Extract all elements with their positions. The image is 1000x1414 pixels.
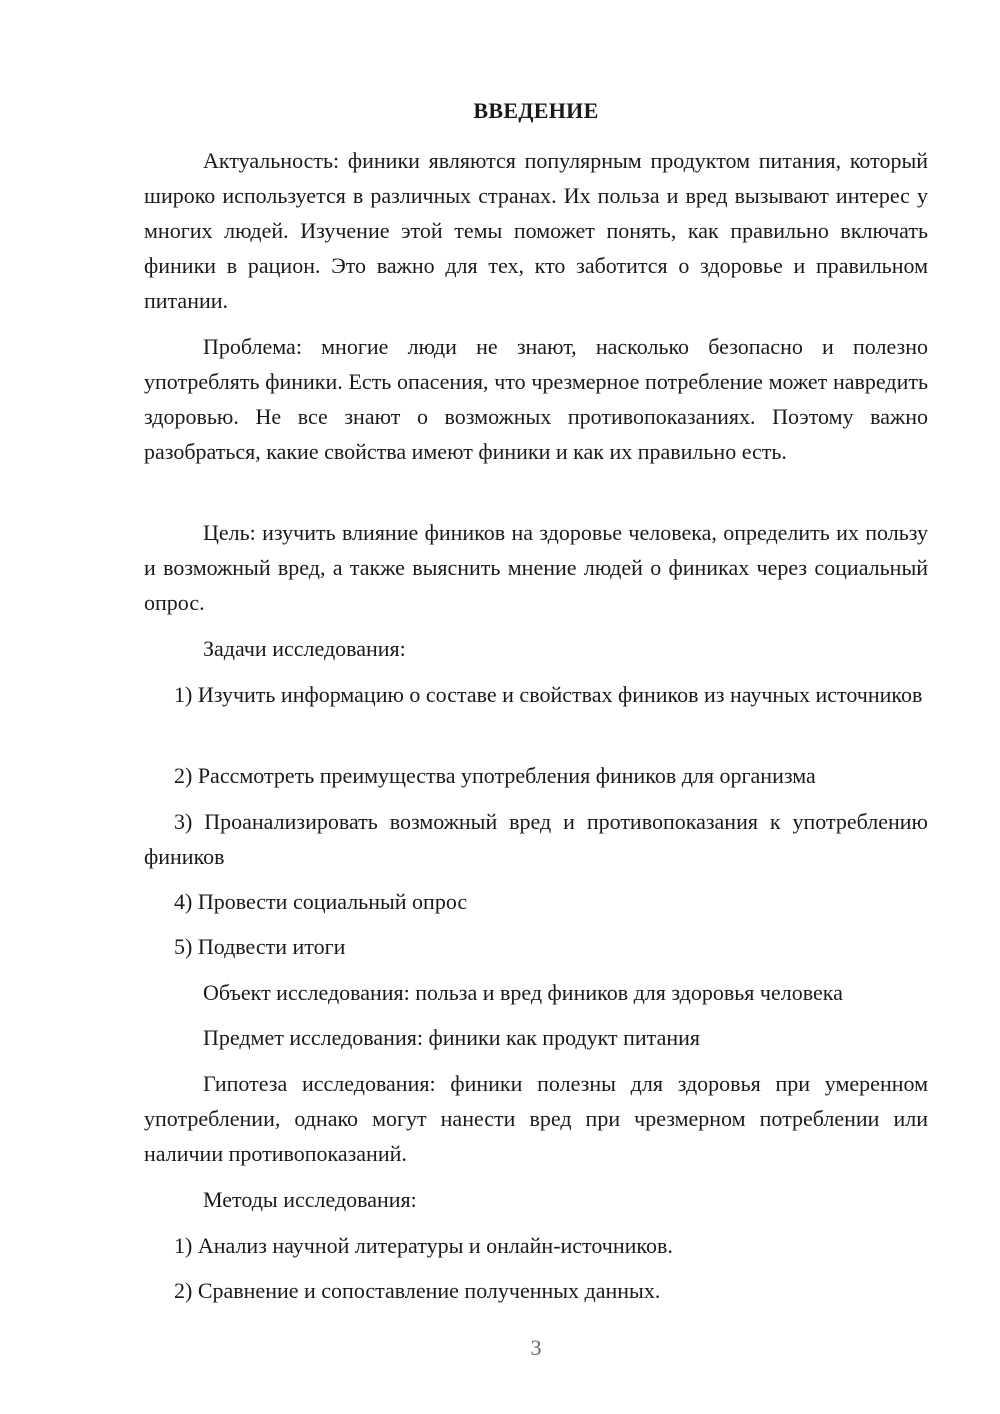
methods-heading: Методы исследования: [203, 1187, 417, 1212]
method-item-1: 1) Анализ научной литературы и онлайн-источников. [174, 1233, 673, 1258]
tasks-heading: Задачи исследования: [203, 636, 406, 661]
method-item-2: 2) Сравнение и сопоставление полученных данных. [174, 1278, 661, 1303]
paragraph-object: Объект исследования: польза и вред фиников для здоровья человека [203, 980, 843, 1005]
task-item-3: 3) Проанализировать возможный вред и противопоказания к употреблению фиников [144, 809, 928, 869]
task-item-2: 2) Рассмотреть преимущества употребления фиников для организма [174, 763, 816, 788]
paragraph-hypothesis: Гипотеза исследования: финики полезны для здоровья при умеренном употреблении, однако могут нанести вред при чрезмерном потреблении или наличии противопоказаний. [144, 1071, 928, 1166]
section-title: ВВЕДЕНИЕ [473, 98, 599, 123]
paragraph-subject: Предмет исследования: финики как продукт питания [203, 1025, 700, 1050]
paragraph-goal: Цель: изучить влияние фиников на здоровье человека, определить их пользу и возможный вред, а также выяснить мнение людей о финиках через социальный опрос. [144, 520, 928, 615]
page-number: 3 [530, 1335, 542, 1360]
task-item-4: 4) Провести социальный опрос [174, 889, 468, 914]
task-item-5: 5) Подвести итоги [174, 934, 346, 959]
paragraph-relevance: Актуальность: финики являются популярным продуктом питания, который широко используется в различных странах. Их польза и вред вызывают интерес у многих людей. Изучение этой темы поможет понять, как правильно включать финики в рацион. Это важно для тех, кто заботится о здоровье и правильном питании. [144, 148, 928, 313]
paragraph-problem: Проблема: многие люди не знают, насколько безопасно и полезно употреблять финики. Есть опасения, что чрезмерное потребление может навредить здоровью. Не все знают о возможных противопоказаниях. Поэтому важно разобраться, какие свойства имеют финики и как их правильно есть. [144, 334, 928, 464]
task-item-1: 1) Изучить информацию о составе и свойствах фиников из научных источников [174, 682, 923, 707]
